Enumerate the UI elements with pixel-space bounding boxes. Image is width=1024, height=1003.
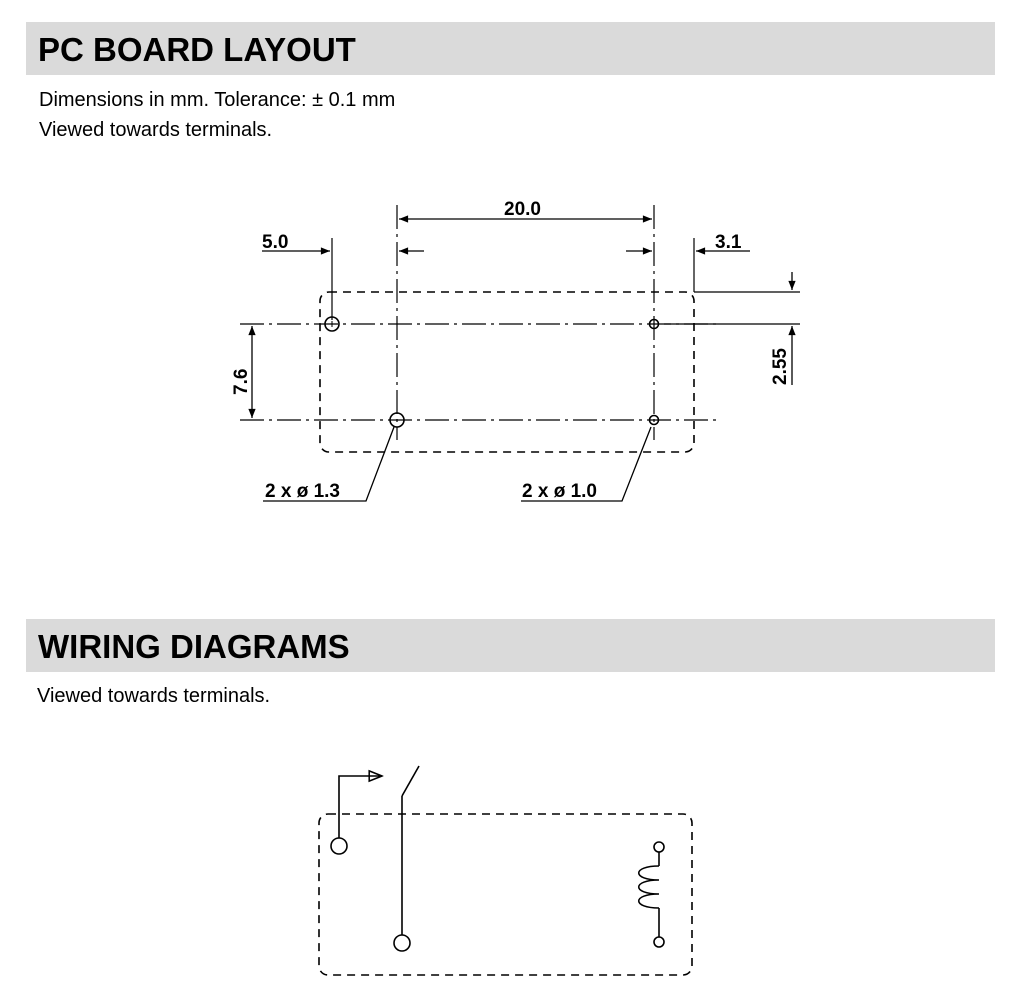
contact-arrow [339,776,382,838]
coil-terminal-top [654,842,664,852]
contact-terminal-no [331,838,347,854]
wiring-relay-outline [319,814,692,975]
coil-terminal-bottom [654,937,664,947]
leader-hole-large [263,427,394,501]
dim-7-6-label: 7.6 [231,368,252,395]
dim-3-1-label: 3.1 [715,232,742,253]
pcb-layout-header [26,22,995,75]
hole-large-2 [390,413,404,427]
leader-hole-small [521,427,651,501]
hole-small-label: 2 x ø 1.0 [522,481,597,502]
coil-winding [639,866,659,908]
hole-large-label: 2 x ø 1.3 [265,481,340,502]
wiring-diagrams-header [26,619,995,672]
pcb-view-note: Viewed towards terminals. [39,119,273,141]
dim-2-55-label: 2.55 [770,348,791,385]
contact-terminal-com [394,935,410,951]
wiring-diagrams-title: WIRING DIAGRAMS [38,628,350,665]
switch-blade [402,766,419,796]
pcb-layout-title: PC BOARD LAYOUT [38,31,356,68]
hole-small-1 [650,320,659,329]
pcb-dimensions-note: Dimensions in mm. Tolerance: ± 0.1 mm [39,89,396,111]
wiring-view-note: Viewed towards terminals. [37,685,271,707]
hole-small-2 [650,416,659,425]
dim-20-label: 20.0 [504,199,541,220]
pcb-relay-outline [320,292,694,452]
hole-large-1 [325,317,339,331]
dim-5-label: 5.0 [262,232,289,253]
